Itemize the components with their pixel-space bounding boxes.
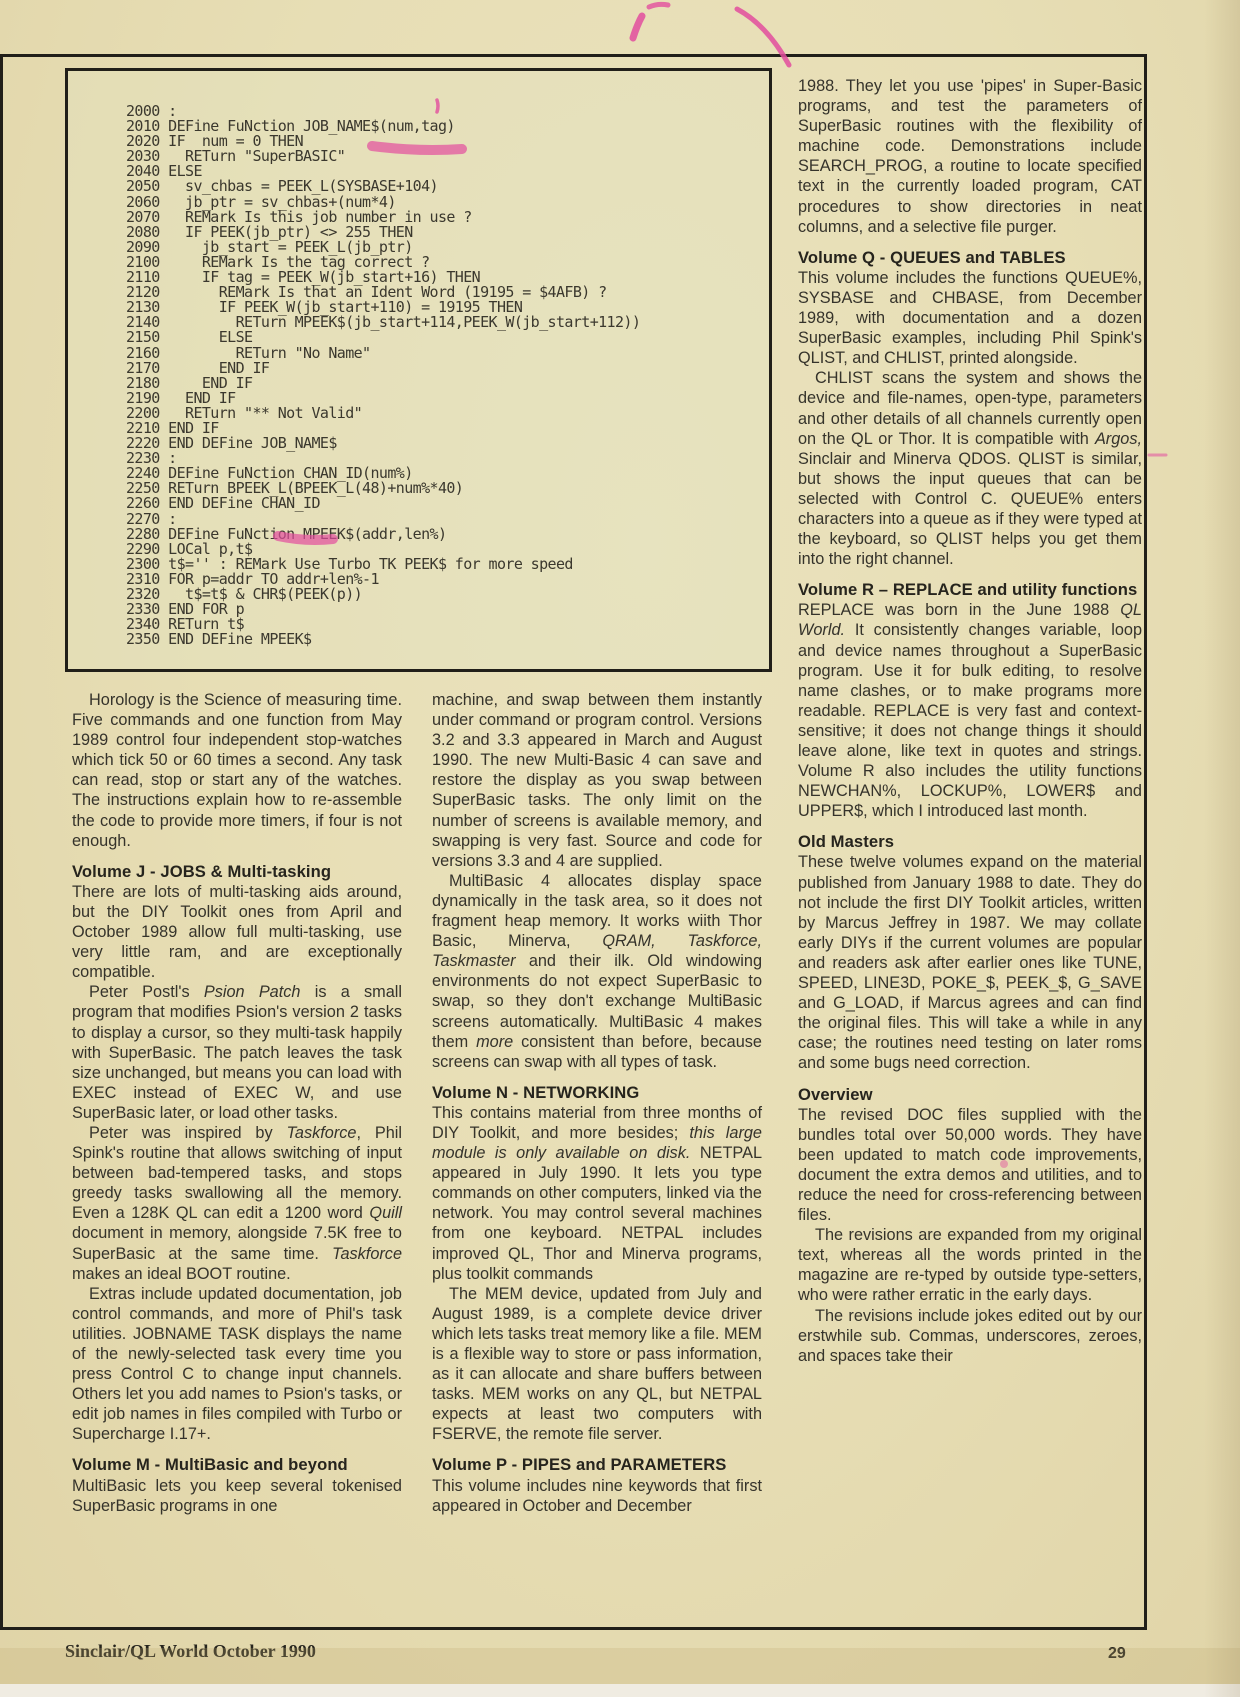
marker-top-dash — [649, 4, 668, 7]
code-line: 2130 IF PEEK_W(jb_start+110) = 19195 THEN — [126, 298, 523, 317]
code-line: 2220 END DEFine JOB_NAME$ — [126, 434, 337, 453]
code-listing-box — [65, 68, 772, 672]
paragraph — [798, 1306, 1142, 1366]
paragraph — [798, 1105, 1142, 1226]
code-line: 2080 IF PEEK(jb_ptr) <> 255 THEN — [126, 222, 413, 241]
code-line: 2270 : — [126, 509, 177, 528]
italic-text: Quill — [369, 1204, 402, 1223]
body-text: The revisions are expanded from my original text, whereas all the words printed in the magazine are re-typed by outside type-setters, who were rather erratic in the early days. — [798, 1226, 1142, 1305]
body-text: REPLACE was born in the June 1988 — [798, 601, 1121, 620]
code-line: 2300 t$='' : REMark Use Turbo TK PEEK$ for more speed — [126, 554, 573, 573]
scan-shadow-band — [0, 1648, 1240, 1684]
body-text: The revisions include jokes edited out by our erstwhile sub. Commas, underscores, zeroes, and spaces take their — [798, 1306, 1142, 1365]
code-line: 2120 REMark Is that an Ident Word (19195 = $4AFB) ? — [126, 283, 607, 302]
body-text: MultiBasic 4 allocates display space dynamically in the task area, so it does not fragment heap memory. It works wiith Thor Basic, Minerva, — [432, 871, 762, 951]
body-text: MultiBasic lets you keep several tokenised SuperBasic programs in one — [72, 1476, 402, 1515]
code-line: 2170 END IF — [126, 358, 270, 377]
section-heading: Volume Q - QUEUES and TABLES — [798, 247, 1066, 267]
body-text: is a small program that modifies Psion's version 2 tasks to display a cursor, so they multi-task happily with SuperBasic. The patch leaves the task size unchanged, but means you can load with EXEC instead of EXEC W, and use SuperBasic later, or load other tasks. — [72, 983, 402, 1122]
body-text: NETPAL appeared in July 1990. It lets you type commands on other computers, linked via the network. You may control several machines from one keyboard. NETPAL includes improved QL, Thor and Minerva programs, plus toolkit commands — [432, 1144, 762, 1283]
italic-text: Taskforce — [286, 1123, 357, 1142]
code-line: 2210 END IF — [126, 418, 219, 437]
section-heading: Volume R – REPLACE and utility functions — [798, 580, 1138, 600]
code-line: 2040 ELSE — [126, 162, 202, 181]
body-text: Horology is the Science of measuring time. Five commands and one function from May 1989 control four independent stop-watches which tick 50 or 60 times a second. Any task can read, stop or start any of the watches. The instructions explain how to re-assemble the code to provide more timers, if four is not enough. — [72, 691, 402, 850]
italic-text: Taskforce — [332, 1244, 402, 1263]
section-heading: Old Masters — [798, 832, 895, 852]
paragraph — [798, 600, 1142, 821]
code-line: 2280 DEFine FuNction MPEEK$(addr,len%) — [126, 524, 447, 543]
code-line: 2030 RETurn "SuperBASIC" — [126, 147, 346, 166]
section-heading: Volume P - PIPES and PARAMETERS — [432, 1455, 727, 1475]
body-text: Extras include updated documentation, job control commands, and more of Phil's task utilities. JOBNAME TASK displays the name of the newly-selected task every time you press Control C to change input channels. Others let you add names to Psion's tasks, or edit job names in files compiled with Turbo or Supercharge I.17+. — [72, 1284, 402, 1444]
body-text: 1988. They let you use 'pipes' in Super-Basic programs, and test the parameters of SuperBasic routines with the flexibility of machine code. Demonstrations include SEARCH_PROG, a routine to locate specified text in the currently loaded program, CAT procedures to show directories in neat columns, and a selective file purger. — [798, 77, 1142, 236]
paragraph — [72, 882, 402, 982]
body-text: It consistently changes variable, loop and device names throughout a SuperBasic program. Use it for bulk editing, to resolve name clashes, or to make programs more readable. REPLACE is very fast and context-sensitive; it does not change things it should leave alone, like text in quotes and strings. Volume R also includes the utility functions NEWCHAN%, LOCKUP%, LOWER$ and UPPER$, which I introduced last month. — [798, 621, 1142, 821]
code-line: 2100 REMark Is the tag correct ? — [126, 252, 430, 271]
code-line: 2050 sv_chbas = PEEK_L(SYSBASE+104) — [126, 177, 438, 196]
code-line: 2160 RETurn "No Name" — [126, 343, 371, 362]
code-line: 2310 FOR p=addr TO addr+len%-1 — [126, 569, 379, 588]
code-line: 2250 RETurn BPEEK_L(BPEEK_L(48)+num%*40) — [126, 479, 464, 498]
body-text: These twelve volumes expand on the material published from January 1988 to date. They do not include the first DIY Toolkit articles, written by Marcus Jeffrey in 1987. We may collate early DIYs if the current volumes are popular and readers ask after earlier ones like TUNE, SPEED, LINE3D, POKE_$, PEEK_$, G_SAVE and G_LOAD, if Marcus agrees and can find the original files. This will take a while in any case; the routines need testing on later roms and some bugs need correction. — [798, 853, 1142, 1073]
paragraph — [432, 690, 762, 871]
paragraph — [72, 1476, 402, 1516]
paragraph — [798, 1225, 1142, 1305]
paragraph — [72, 1123, 402, 1284]
italic-text: Argos, — [1094, 429, 1142, 448]
section-heading: Volume J - JOBS & Multi-tasking — [72, 861, 332, 881]
body-text: Sinclair and Minerva QDOS. QLIST is similar, but shows the input queues that can be selected with Control C. QUEUE% enters characters into a queue as if they were typed at the keyboard, so QLIST helps you get them into the right channel. — [798, 449, 1142, 569]
footer-journal-title: Sinclair/QL World October 1990 — [65, 1641, 316, 1661]
paragraph — [432, 1103, 762, 1284]
body-text: This contains material from three months of DIY Toolkit, and more besides; — [432, 1103, 762, 1142]
code-line: 2110 IF tag = PEEK_W(jb_start+16) THEN — [126, 268, 481, 287]
body-text: CHLIST scans the system and shows the device and file-names, open-type, parameters and other details of all channels currently open on the QL or Thor. It is compatible with — [798, 369, 1142, 448]
code-line: 2340 RETurn t$ — [126, 615, 245, 634]
code-line: 2090 jb_start = PEEK_L(jb_ptr) — [126, 237, 413, 256]
body-text: and their ilk. Old windowing environments do not expect SuperBasic to swap, so they don't exchange MultiBasic screens automatically. MultiBasic 4 makes them — [432, 952, 762, 1051]
paragraph — [798, 368, 1142, 569]
paragraph — [432, 1284, 762, 1445]
code-line: 2190 END IF — [126, 388, 236, 407]
paragraph — [72, 690, 402, 851]
code-line: 2350 END DEFine MPEEK$ — [126, 630, 312, 649]
body-text: , Phil Spink's routine that allows switching of input between bad-tempered tasks, and stops greedy tasks swallowing all the memory. Even a 128K QL can edit a 1200 word — [72, 1123, 402, 1223]
italic-text: QRAM, Taskforce, Taskmaster — [432, 932, 762, 971]
code-line: 2010 DEFine FuNction JOB_NAME$(num,tag) — [126, 117, 455, 136]
section-heading: Volume M - MultiBasic and beyond — [72, 1455, 348, 1475]
italic-text: more — [476, 1032, 514, 1051]
paragraph — [798, 852, 1142, 1073]
italic-text: QL World. — [798, 601, 1142, 640]
body-text: The revised DOC files supplied with the bundles total over 50,000 words. They have been updated to match code improvements, document the extra demos and utilities, and to reduce the need for cross-referencing between files. — [798, 1105, 1142, 1225]
body-text: machine, and swap between them instantly under command or program control. Versions 3.2 and 3.3 appeared in March and August 1990. The new Multi-Basic 4 can save and restore the display as you swap between SuperBasic tasks. The only limit on the number of screens is available memory, and swapping is very fast. Source and code for versions 3.3 and 4 are supplied. — [432, 691, 762, 870]
code-line: 2320 t$=t$ & CHR$(PEEK(p)) — [126, 585, 363, 603]
body-text: Peter was inspired by — [89, 1123, 287, 1142]
scan-edge-shade — [1204, 0, 1240, 1697]
code-line: 2200 RETurn "** Not Valid" — [126, 403, 363, 422]
code-listing — [126, 104, 640, 647]
body-text: makes an ideal BOOT routine. — [72, 1264, 291, 1283]
body-text: There are lots of multi-tasking aids around, but the DIY Toolkit ones from April and October 1989 allow full multi-tasking, use very little ram, and are exceptionally compatible. — [72, 882, 402, 982]
code-line: 2060 jb_ptr = sv_chbas+(num*4) — [126, 192, 396, 211]
section-heading: Volume N - NETWORKING — [432, 1082, 640, 1102]
code-line: 2240 DEFine FuNction CHAN_ID(num%) — [126, 464, 413, 483]
body-text: The MEM device, updated from July and August 1989, is a complete device driver which lets tasks treat memory like a file. MEM is a flexible way to store or pass information, as it can allocate and share buffers between tasks. MEM works on any QL, but NETPAL expects at least two computers with FSERVE, the remote file server. — [432, 1284, 762, 1444]
body-text: This volume includes the functions QUEUE%, SYSBASE and CHBASE, from December 1989, with documentation and a dozen SuperBasic examples, including Phil Spink's QLIST, and CHLIST, printed alongside. — [798, 268, 1142, 368]
code-line: 2230 : — [126, 449, 177, 468]
code-line: 2330 END FOR p — [126, 600, 245, 619]
paragraph — [72, 982, 402, 1123]
code-line: 2290 LOCal p,t$ — [126, 539, 253, 558]
paragraph — [432, 1476, 762, 1516]
marker-top-tick — [633, 16, 642, 38]
code-line: 2070 REMark Is this job number in use ? — [126, 207, 472, 226]
code-line: 2180 END IF — [126, 373, 253, 392]
code-line: 2000 : — [126, 102, 177, 120]
section-heading: Overview — [798, 1084, 873, 1104]
paragraph — [798, 76, 1142, 237]
body-text: This volume includes nine keywords that first appeared in October and December — [432, 1476, 762, 1515]
body-text: Peter Postl's — [89, 983, 204, 1002]
italic-text: Psion Patch — [203, 983, 301, 1002]
code-line: 2020 IF num = 0 THEN — [126, 132, 304, 151]
paragraph — [432, 871, 762, 1072]
scan-edge-strip — [0, 1684, 1240, 1697]
italic-text: this large module is only available on disk. — [432, 1123, 762, 1163]
code-line: 2260 END DEFine CHAN_ID — [126, 494, 320, 513]
body-text: consistent than before, because screens can swap with all types of task. — [432, 1032, 762, 1071]
page-number: 29 — [1108, 1645, 1126, 1662]
column-middle — [432, 690, 762, 1516]
code-line: 2140 RETurn MPEEK$(jb_start+114,PEEK_W(jb_start+112)) — [126, 313, 641, 332]
code-line: 2150 ELSE — [126, 328, 253, 347]
paragraph — [72, 1284, 402, 1445]
paragraph — [798, 268, 1142, 368]
body-text: document in memory, alongside 7.5K free to SuperBasic at the same time. — [72, 1224, 402, 1263]
column-left — [72, 690, 402, 1516]
column-right — [798, 76, 1142, 1366]
